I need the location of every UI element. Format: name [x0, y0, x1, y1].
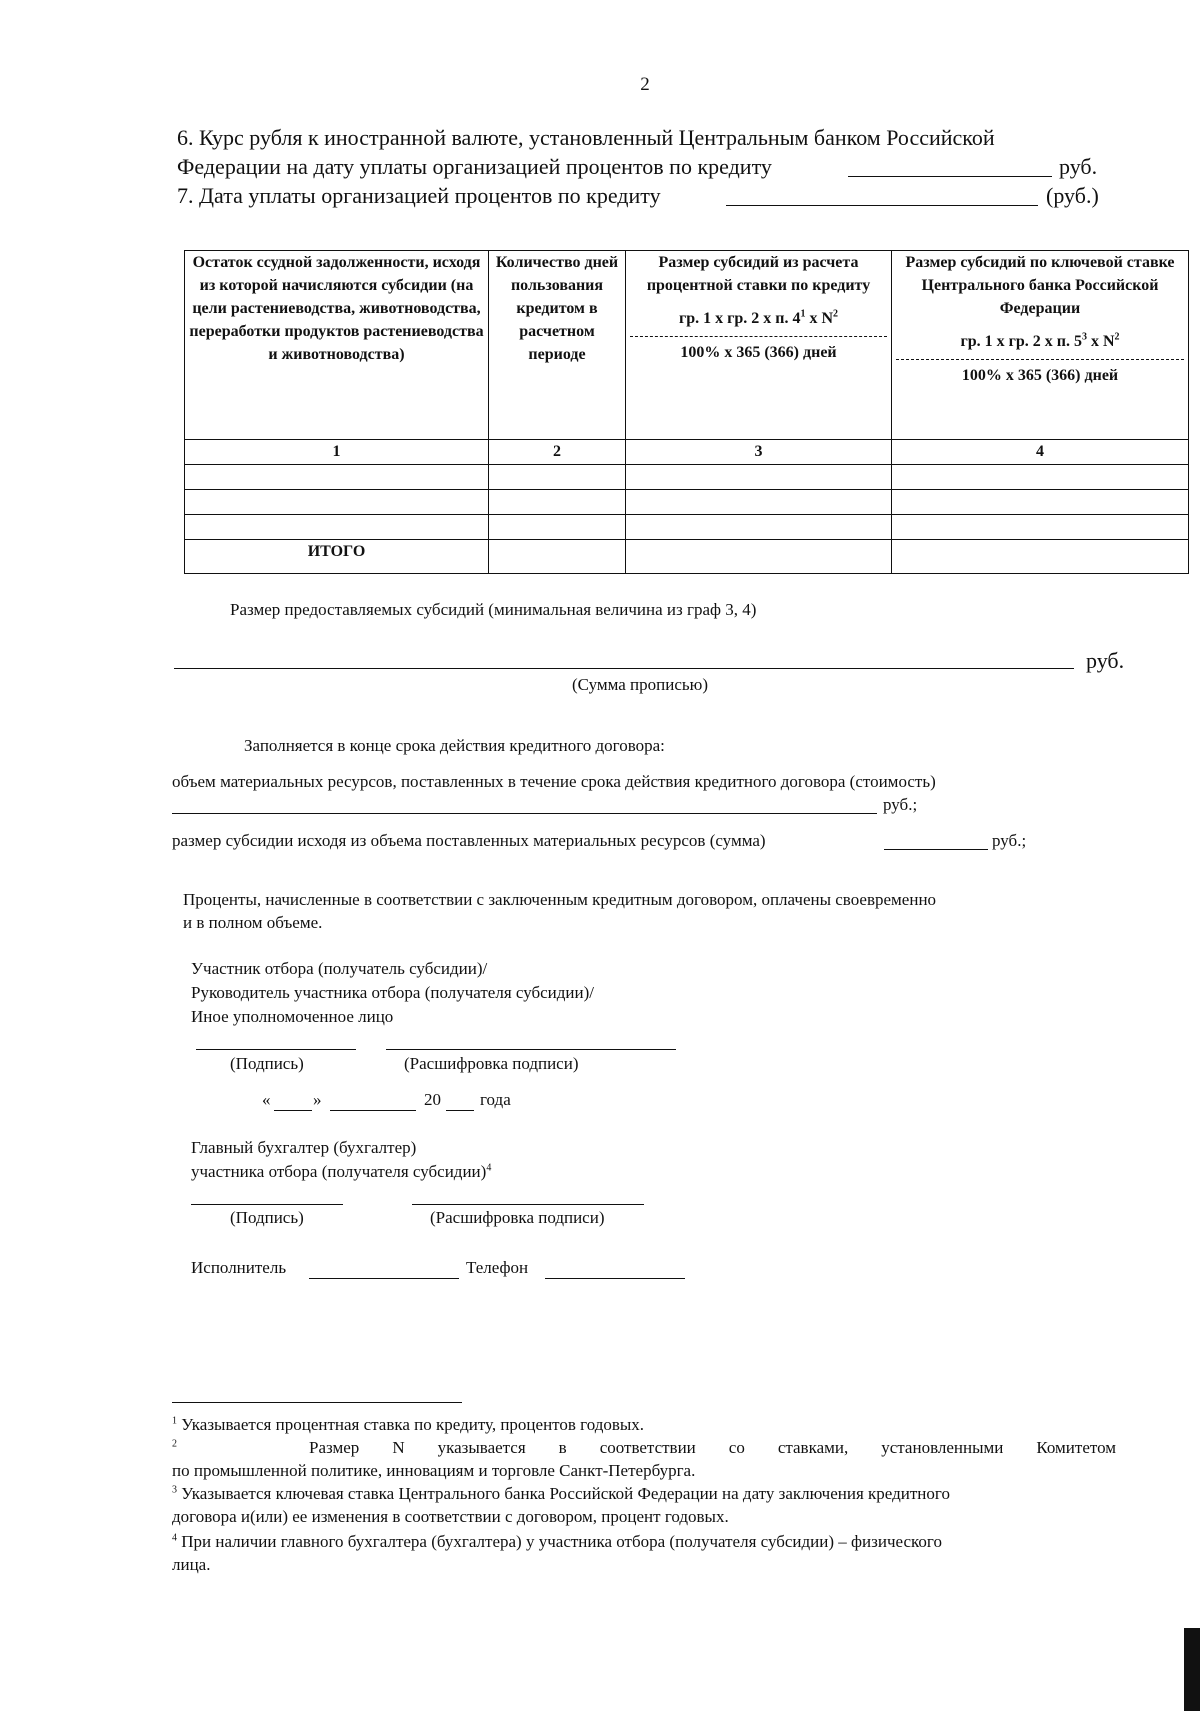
date-year-field[interactable] — [446, 1110, 474, 1111]
signer-line1: Участник отбора (получатель субсидии)/ — [191, 959, 488, 978]
accountant-signature-caption: (Подпись) — [230, 1208, 304, 1227]
executor-label: Исполнитель — [191, 1258, 287, 1277]
table-cell[interactable] — [626, 540, 892, 574]
total-label: ИТОГО — [185, 540, 489, 574]
item7-label: 7. Дата уплаты организацией процентов по кредиту — [177, 183, 661, 208]
formula-divider-4 — [896, 359, 1184, 360]
volume-label: объем материальных ресурсов, поставленных в течение срока действия кредитного договора (стоимость) — [172, 772, 936, 791]
table-cell[interactable] — [185, 465, 489, 490]
signer-decoding-field[interactable] — [386, 1049, 676, 1050]
header-subsidy-rate-title: Размер субсидий из расчета процентной ставки по кредиту — [646, 254, 871, 294]
footnote-separator — [172, 1402, 462, 1403]
footnote-3-line2: договора и(или) ее изменения в соответствии с договором, процент годовых. — [172, 1507, 729, 1526]
table-cell[interactable] — [626, 490, 892, 515]
column-number: 2 — [489, 440, 626, 465]
date-open-quote: « — [262, 1090, 271, 1109]
table-column-numbers — [185, 440, 1189, 465]
date-year-prefix: 20 — [424, 1090, 441, 1109]
footnote-1: $^1$ Указывается процентная ставка по кредиту, процентов годовых. — [172, 1415, 645, 1434]
footnote-2-line1: $^2$ Размер N указывается в соответствии со ставками, установленными Комитетом — [172, 1438, 1117, 1457]
item6-line2: Федерации на дату уплаты организацией процентов по кредиту — [177, 154, 772, 179]
column-number: 3 — [626, 440, 892, 465]
subsidy-volume-field[interactable] — [884, 849, 988, 850]
date-month-field[interactable] — [330, 1110, 416, 1111]
table-cell[interactable] — [185, 490, 489, 515]
header-subsidy-key-rate — [892, 251, 1189, 440]
signer-signature-field[interactable] — [196, 1049, 356, 1050]
footnote-4-line1: $^4$ При наличии главного бухгалтера (бухгалтера) у участника отбора (получателя субсидии) – физического — [172, 1532, 942, 1551]
page-number: 2 — [640, 74, 650, 95]
subsidy-unit: руб. — [1086, 648, 1125, 673]
item7-unit: (руб.) — [1046, 183, 1099, 208]
header-days: Количество дней пользования кредитом в расчетном периоде — [489, 251, 626, 440]
column-number: 4 — [892, 440, 1189, 465]
table-cell[interactable] — [892, 465, 1189, 490]
footnote-4-line2: лица. — [172, 1555, 211, 1574]
statement-line2: и в полном объеме. — [183, 913, 323, 932]
formula-denominator-4: 100% х 365 (366) дней — [961, 367, 1119, 384]
volume-field[interactable] — [172, 813, 877, 814]
subsidy-volume-unit: руб.; — [992, 831, 1027, 850]
scan-edge-mark — [1184, 1628, 1200, 1711]
table-row — [185, 515, 1189, 540]
phone-label: Телефон — [466, 1258, 529, 1277]
statement-line1: Проценты, начисленные в соответствии с заключенным кредитным договором, оплачены своевременно — [183, 890, 937, 909]
table-cell[interactable] — [892, 515, 1189, 540]
table-cell[interactable] — [489, 515, 626, 540]
table-cell[interactable] — [489, 540, 626, 574]
table-cell[interactable] — [892, 490, 1189, 515]
table-cell[interactable] — [489, 490, 626, 515]
accountant-signature-field[interactable] — [191, 1204, 343, 1205]
subsidy-caption: (Сумма прописью) — [572, 675, 708, 694]
accountant-decoding-field[interactable] — [412, 1204, 644, 1205]
subsidy-volume-label: размер субсидии исходя из объема поставленных материальных ресурсов (сумма) — [172, 831, 766, 850]
exchange-rate-field[interactable] — [848, 176, 1052, 177]
executor-field[interactable] — [309, 1278, 459, 1279]
table-row — [185, 490, 1189, 515]
date-year-suffix: года — [480, 1090, 511, 1109]
volume-unit: руб.; — [883, 795, 918, 814]
formula-numerator-3: гр. 1 х гр. 2 х п. $4^1$ х $N^2$ — [678, 308, 839, 327]
date-day-field[interactable] — [274, 1110, 312, 1111]
subsidy-table — [184, 250, 1189, 574]
phone-field[interactable] — [545, 1278, 685, 1279]
formula-divider-3 — [630, 336, 887, 337]
item6-line1: 6. Курс рубля к иностранной валюте, установленный Центральным банком Российской — [177, 125, 995, 150]
accountant-line2: участника отбора (получателя субсидии)$^4$ — [191, 1162, 492, 1181]
end-of-term-heading: Заполняется в конце срока действия кредитного договора: — [244, 736, 665, 755]
formula-denominator-3: 100% х 365 (366) дней — [680, 344, 837, 361]
table-total-row — [185, 540, 1189, 574]
table-cell[interactable] — [185, 515, 489, 540]
signer-signature-caption: (Подпись) — [230, 1054, 304, 1073]
accountant-line1: Главный бухгалтер (бухгалтер) — [191, 1138, 417, 1157]
payment-date-field[interactable] — [726, 205, 1038, 206]
table-row — [185, 465, 1189, 490]
signer-line2: Руководитель участника отбора (получателя субсидии)/ — [191, 983, 595, 1002]
header-subsidy-rate — [626, 251, 892, 440]
table-cell[interactable] — [626, 465, 892, 490]
subsidy-amount-field[interactable] — [174, 668, 1074, 669]
column-number: 1 — [185, 440, 489, 465]
signer-decoding-caption: (Расшифровка подписи) — [404, 1054, 579, 1073]
header-subsidy-key-rate-title: Размер субсидий по ключевой ставке Центрального банка Российской Федерации — [905, 254, 1175, 317]
footnote-3-line1: $^3$ Указывается ключевая ставка Центрального банка Российской Федерации на дату заключения кредитного — [172, 1484, 950, 1503]
date-close-quote: » — [313, 1090, 322, 1109]
table-header-row — [185, 251, 1189, 440]
footnote-2-line2: по промышленной политике, инновациям и торговле Санкт-Петербурга. — [172, 1461, 696, 1480]
accountant-decoding-caption: (Расшифровка подписи) — [430, 1208, 605, 1227]
table-cell[interactable] — [892, 540, 1189, 574]
subsidy-label: Размер предоставляемых субсидий (минимальная величина из граф 3, 4) — [230, 600, 757, 619]
signer-line3: Иное уполномоченное лицо — [191, 1007, 394, 1026]
item6-unit: руб. — [1059, 154, 1098, 179]
table-cell[interactable] — [489, 465, 626, 490]
table-cell[interactable] — [626, 515, 892, 540]
formula-numerator-4: гр. 1 х гр. 2 х п. $5^3$ х $N^2$ — [960, 331, 1120, 350]
header-loan-balance: Остаток ссудной задолженности, исходя из которой начисляются субсидии (на цели растениеводства, животноводства, переработки продуктов растениеводства и животноводства) — [185, 251, 489, 440]
